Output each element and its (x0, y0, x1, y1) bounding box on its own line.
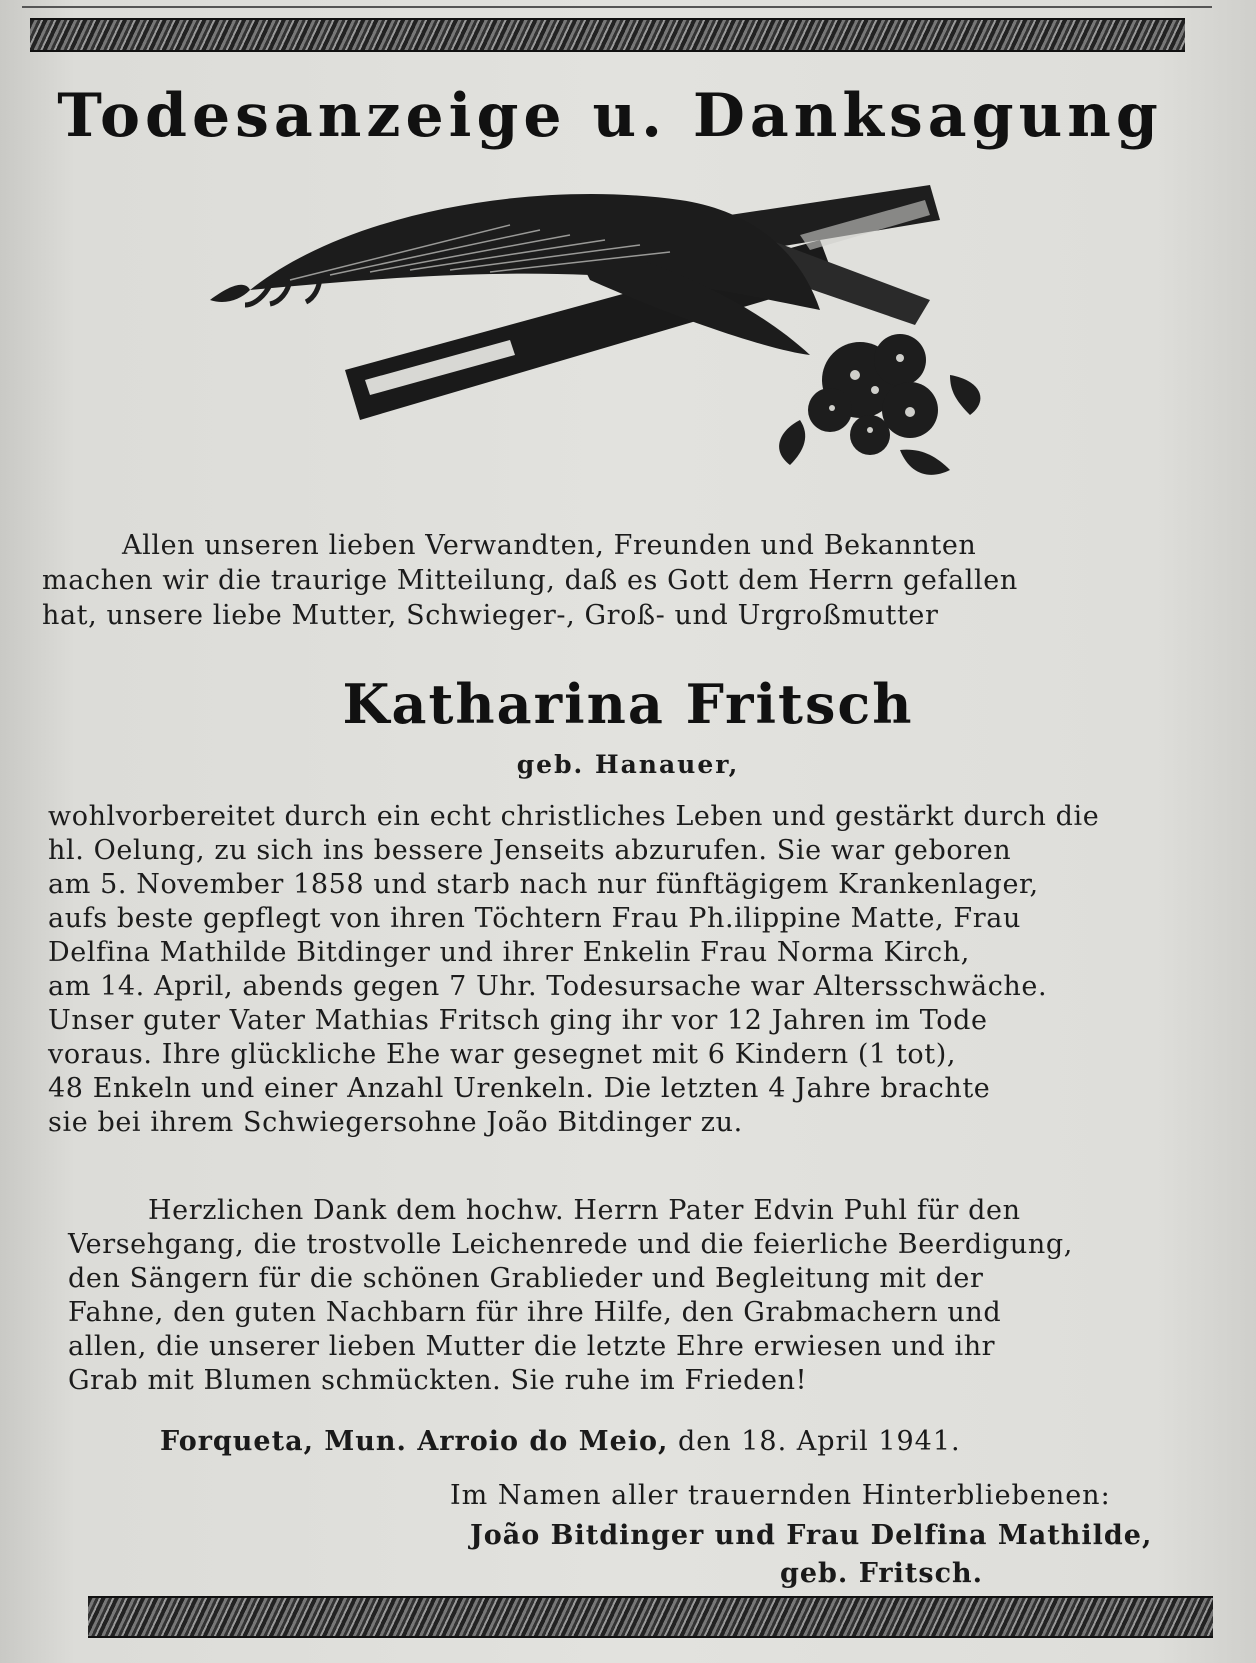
thanks-line: den Sängern für die schönen Grablieder und Begleitung mit der (68, 1263, 984, 1294)
intro-line: Allen unseren lieben Verwandten, Freunden und Bekannten (122, 530, 977, 561)
body-line: wohlvorbereitet durch ein echt christliches Leben und gestärkt durch die (48, 801, 1100, 832)
signature-names: João Bitdinger und Frau Delfina Mathilde, (470, 1520, 1153, 1551)
place-and-date (160, 1426, 961, 1457)
thanks-line: Herzlichen Dank dem hochw. Herrn Pater Edvin Puhl für den (148, 1195, 1021, 1226)
palm-cross-emblem (210, 180, 1040, 510)
top-rule (22, 6, 1212, 8)
signature-birth-name: geb. Fritsch. (780, 1558, 984, 1589)
date-text: den 18. April 1941. (678, 1426, 961, 1457)
body-line: 48 Enkeln und einer Anzahl Urenkeln. Die letzten 4 Jahre brachte (48, 1073, 991, 1104)
top-ornamental-border (30, 18, 1185, 52)
deceased-name: Katharina Fritsch (342, 672, 914, 736)
body-line: sie bei ihrem Schwiegersohne João Bitdinger zu. (48, 1107, 743, 1138)
body-line: Delfina Mathilde Bitdinger und ihrer Enkelin Frau Norma Kirch, (48, 937, 970, 968)
thanks-line: Versehgang, die trostvolle Leichenrede und die feierliche Beerdigung, (68, 1229, 1073, 1260)
thanks-line: Fahne, den guten Nachbarn für ihre Hilfe, den Grabmachern und (68, 1297, 1002, 1328)
birth-name: geb. Hanauer, (516, 750, 740, 779)
thanks-paragraph (68, 1194, 1228, 1398)
place-name: Forqueta, Mun. Arroio do Meio, (160, 1426, 669, 1457)
intro-line: hat, unsere liebe Mutter, Schwieger-, Groß- und Urgroßmutter (42, 600, 939, 631)
thanks-line: Grab mit Blumen schmückten. Sie ruhe im Frieden! (68, 1365, 808, 1396)
body-line: hl. Oelung, zu sich ins bessere Jenseits abzurufen. Sie war geboren (48, 835, 1012, 866)
headline: Todesanzeige u. Danksagung (57, 81, 1163, 151)
body-line: voraus. Ihre glückliche Ehe war gesegnet mit 6 Kindern (1 tot), (48, 1039, 957, 1070)
body-line: am 14. April, abends gegen 7 Uhr. Todesursache war Altersschwäche. (48, 971, 1048, 1002)
bottom-ornamental-border (88, 1596, 1213, 1638)
intro-line: machen wir die traurige Mitteilung, daß es Gott dem Herrn gefallen (42, 565, 1018, 596)
body-line: Unser guter Vater Mathias Fritsch ging ihr vor 12 Jahren im Tode (48, 1005, 988, 1036)
body-paragraph (48, 800, 1233, 1140)
thanks-line: allen, die unserer lieben Mutter die letzte Ehre erwiesen und ihr (68, 1331, 996, 1362)
signature-intro: Im Namen aller trauernden Hinterbliebenen: (450, 1480, 1111, 1511)
body-line: aufs beste gepflegt von ihren Töchtern Frau Ph.ilippine Matte, Frau (48, 903, 1021, 934)
intro-paragraph (42, 528, 1227, 633)
body-line: am 5. November 1858 und starb nach nur fünftägigem Krankenlager, (48, 869, 1039, 900)
flower-bouquet-icon (779, 334, 980, 475)
